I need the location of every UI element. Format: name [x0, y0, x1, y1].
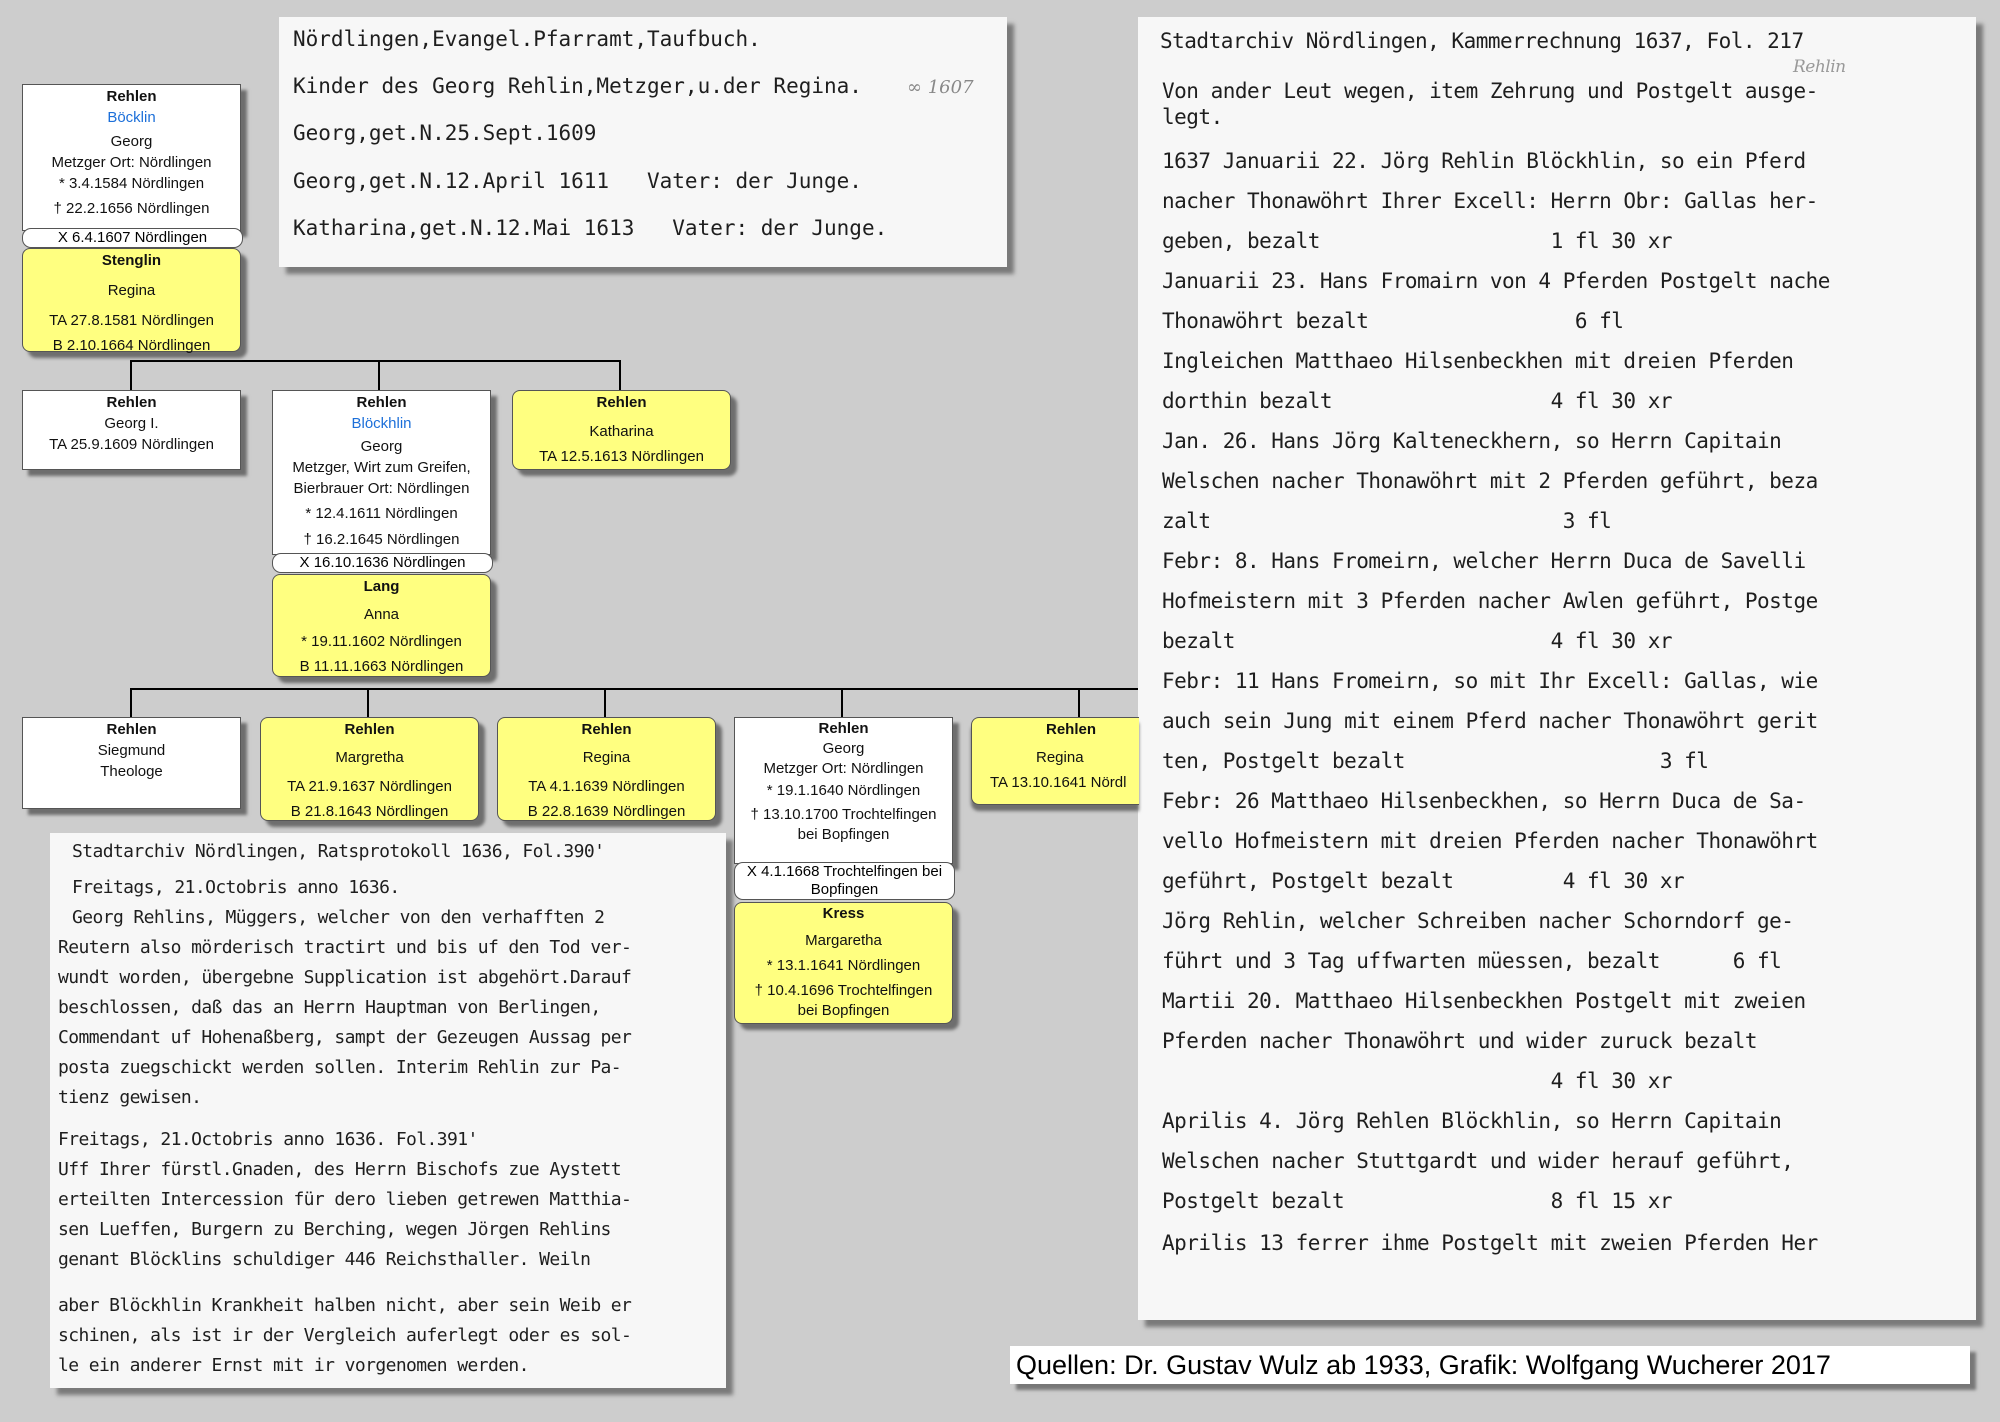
person-georg-rehlen-senior[interactable] [22, 84, 241, 231]
person-surname: Kress [822, 905, 865, 922]
doc-line: le ein anderer Ernst mit ir vorgenomen werden. [58, 1355, 529, 1376]
person-line: * 12.4.1611 Nördlingen [305, 505, 458, 522]
doc-line: auch sein Jung mit einem Pferd nacher Thonawöhrt gerit [1162, 709, 1818, 733]
doc-line: Jan. 26. Hans Jörg Kalteneckhern, so Herrn Capitain [1162, 429, 1782, 453]
person-line: bei Bopfingen [797, 1002, 890, 1019]
person-katharina[interactable] [512, 390, 731, 470]
person-surname: Rehlen [356, 394, 407, 411]
person-georg-1640[interactable] [734, 717, 953, 864]
doc-line: Kinder des Georg Rehlin,Metzger,u.der Regina. [293, 74, 862, 98]
person-line: Theologe [100, 763, 163, 780]
person-anna-lang[interactable] [272, 574, 491, 677]
person-line: † 16.2.1645 Nördlingen [303, 531, 460, 548]
person-line: TA 4.1.1639 Nördlingen [528, 778, 685, 795]
doc-line: Welschen nacher Thonawöhrt mit 2 Pferden geführt, beza [1162, 469, 1818, 493]
person-line: † 10.4.1696 Trochtelfingen [754, 982, 933, 999]
person-line: Georg I. [104, 415, 159, 432]
doc-line: Freitags, 21.Octobris anno 1636. Fol.391' [58, 1129, 478, 1150]
doc-line: Von ander Leut wegen, item Zehrung und Postgelt ausge- [1162, 79, 1818, 103]
doc-line: zalt 3 fl [1162, 509, 1612, 533]
person-line: TA 13.10.1641 Nördl [990, 774, 1127, 791]
person-regina-1641[interactable] [971, 717, 1139, 805]
person-line: TA 25.9.1609 Nördlingen [49, 436, 214, 453]
person-line: Margaretha [805, 932, 882, 949]
marriage-line: Bopfingen [810, 881, 879, 898]
person-line: TA 12.5.1613 Nördlingen [539, 448, 704, 465]
doc-line: geben, bezalt 1 fl 30 xr [1162, 229, 1673, 253]
person-surname: Rehlen [106, 394, 157, 411]
marriage-line: X 4.1.1668 Trochtelfingen bei [746, 863, 943, 880]
person-line: Katharina [589, 423, 654, 440]
person-line: Margretha [335, 749, 404, 766]
doc-line: Welschen nacher Stuttgardt und wider herauf geführt, [1162, 1149, 1794, 1173]
marriage-label: X 16.10.1636 Nördlingen [272, 553, 493, 573]
marriage-label [734, 862, 955, 900]
doc-line: sen Lueffen, Burgern zu Berching, wegen Jörgen Rehlins [58, 1219, 611, 1240]
person-surname: Lang [363, 578, 400, 595]
person-surname: Rehlen [1046, 721, 1097, 738]
doc-line: Georg Rehlins, Müggers, welcher von den verhafften 2 [72, 907, 605, 928]
doc-kammerrechnung [1138, 17, 1976, 1320]
doc-line: genant Blöcklins schuldiger 446 Reichsthaller. Weiln [58, 1249, 591, 1270]
person-surname: Rehlen [344, 721, 395, 738]
doc-line: beschlossen, daß das an Herrn Hauptman von Berlingen, [58, 997, 601, 1018]
doc-line: 1637 Januarii 22. Jörg Rehlin Blöckhlin, so ein Pferd [1162, 149, 1806, 173]
source-credit: Quellen: Dr. Gustav Wulz ab 1933, Grafik: Wolfgang Wucherer 2017 [1010, 1346, 1970, 1384]
person-line: Georg [110, 133, 153, 150]
person-line: Regina [1036, 749, 1084, 766]
doc-line: vello Hofmeistern mit dreien Pferden nacher Thonawöhrt [1162, 829, 1818, 853]
person-surname: Rehlen [818, 720, 869, 737]
doc-line: Georg,get.N.12.April 1611 Vater: der Junge. [293, 169, 862, 193]
person-line: * 13.1.1641 Nördlingen [766, 957, 921, 974]
doc-line: Nördlingen,Evangel.Pfarramt,Taufbuch. [293, 27, 761, 51]
doc-line: Postgelt bezalt 8 fl 15 xr [1162, 1189, 1673, 1213]
doc-line: Martii 20. Matthaeo Hilsenbeckhen Postgelt mit zweien [1162, 989, 1806, 1013]
person-line: Siegmund [97, 742, 166, 759]
doc-annotation: Rehlin [1793, 57, 1846, 77]
doc-line: Febr: 8. Hans Fromeirn, welcher Herrn Duca de Savelli [1162, 549, 1806, 573]
person-georg-rehlen-junior[interactable] [272, 390, 491, 555]
doc-taufbuch [279, 17, 1007, 267]
doc-line: Freitags, 21.Octobris anno 1636. [72, 877, 400, 898]
person-margaretha-kress[interactable] [734, 902, 953, 1024]
person-line: * 3.4.1584 Nördlingen [58, 175, 205, 192]
person-line: B 22.8.1639 Nördlingen [527, 803, 686, 820]
doc-line: erteilten Intercession für dero lieben getrewen Matthia- [58, 1189, 632, 1210]
person-line: Metzger Ort: Nördlingen [763, 760, 924, 777]
person-line: * 19.11.1602 Nördlingen [301, 633, 462, 650]
person-surname: Stenglin [101, 252, 162, 269]
doc-line: Aprilis 13 ferrer ihme Postgelt mit zweien Pferden Her [1162, 1231, 1818, 1255]
doc-line: Jörg Rehlin, welcher Schreiben nacher Schorndorf ge- [1162, 909, 1794, 933]
doc-line: bezalt 4 fl 30 xr [1162, 629, 1673, 653]
doc-line: Thonawöhrt bezalt 6 fl [1162, 309, 1624, 333]
doc-line: Uff Ihrer fürstl.Gnaden, des Herrn Bischofs zue Aystett [58, 1159, 622, 1180]
doc-line: 4 fl 30 xr [1162, 1069, 1673, 1093]
doc-line: Commendant uf Hohenaßberg, sampt der Gezeugen Aussag per [58, 1027, 632, 1048]
doc-line: Aprilis 4. Jörg Rehlen Blöckhlin, so Herrn Capitain [1162, 1109, 1782, 1133]
doc-line: Georg,get.N.25.Sept.1609 [293, 121, 597, 145]
doc-line: aber Blöckhlin Krankheit halben nicht, aber sein Weib er [58, 1295, 632, 1316]
person-regina-1639[interactable] [497, 717, 716, 821]
marriage-label: X 6.4.1607 Nördlingen [22, 228, 243, 248]
doc-line: Ingleichen Matthaeo Hilsenbeckhen mit dreien Pferden [1162, 349, 1794, 373]
doc-ratsprotokoll [50, 833, 726, 1388]
person-surname: Rehlen [581, 721, 632, 738]
person-line: * 19.1.1640 Nördlingen [766, 782, 921, 799]
doc-line: Reutern also mörderisch tractirt und bis uf den Tod ver- [58, 937, 632, 958]
person-line: B 11.11.1663 Nördlingen [299, 658, 464, 675]
person-georg-i[interactable] [22, 390, 241, 470]
doc-line: Pferden nacher Thonawöhrt und wider zuruck bezalt [1162, 1029, 1758, 1053]
person-line: Regina [107, 282, 156, 299]
doc-line: Hofmeistern mit 3 Pferden nacher Awlen geführt, Postge [1162, 589, 1818, 613]
person-line: TA 21.9.1637 Nördlingen [287, 778, 452, 795]
person-line: Anna [363, 606, 400, 623]
doc-line: Stadtarchiv Nördlingen, Kammerrechnung 1637, Fol. 217 [1160, 29, 1804, 53]
person-line: bei Bopfingen [797, 826, 890, 843]
doc-line: wundt worden, übergebne Supplication ist abgehört.Darauf [58, 967, 632, 988]
doc-line: legt. [1162, 105, 1223, 129]
person-surname: Rehlen [106, 88, 157, 105]
person-alias: Blöckhlin [351, 415, 412, 432]
doc-line: Febr: 26 Matthaeo Hilsenbeckhen, so Herrn Duca de Sa- [1162, 789, 1806, 813]
doc-line: nacher Thonawöhrt Ihrer Excell: Herrn Obr: Gallas her- [1162, 189, 1818, 213]
person-surname: Rehlen [596, 394, 647, 411]
doc-annotation: ∞ 1607 [907, 77, 974, 98]
person-line: Metzger Ort: Nördlingen [51, 154, 212, 171]
person-line: B 2.10.1664 Nördlingen [52, 337, 211, 354]
doc-line: schinen, als ist ir der Vergleich auferlegt oder es sol- [58, 1325, 632, 1346]
person-surname: Rehlen [106, 721, 157, 738]
person-line: TA 27.8.1581 Nördlingen [49, 312, 214, 329]
person-line: Bierbrauer Ort: Nördlingen [293, 480, 470, 497]
doc-line: tienz gewisen. [58, 1087, 202, 1108]
person-line: Regina [582, 749, 631, 766]
doc-line: posta zuegschickt werden sollen. Interim Rehlin zur Pa- [58, 1057, 622, 1078]
person-line: † 22.2.1656 Nördlingen [53, 200, 210, 217]
doc-line: Katharina,get.N.12.Mai 1613 Vater: der Junge. [293, 216, 888, 240]
doc-line: Januarii 23. Hans Fromairn von 4 Pferden Postgelt nache [1162, 269, 1830, 293]
person-line: Georg [822, 740, 865, 757]
person-alias: Böcklin [107, 109, 156, 126]
doc-line: Febr: 11 Hans Fromeirn, so mit Ihr Excell: Gallas, wie [1162, 669, 1818, 693]
doc-line: führt und 3 Tag uffwarten müessen, bezalt 6 fl [1162, 949, 1782, 973]
person-line: B 21.8.1643 Nördlingen [290, 803, 449, 820]
person-line: Georg [360, 438, 403, 455]
person-line: Metzger, Wirt zum Greifen, [292, 459, 471, 476]
doc-line: dorthin bezalt 4 fl 30 xr [1162, 389, 1673, 413]
person-siegmund[interactable] [22, 717, 241, 809]
doc-line: Stadtarchiv Nördlingen, Ratsprotokoll 1636, Fol.390' [72, 841, 605, 862]
person-margretha[interactable] [260, 717, 479, 821]
doc-line: geführt, Postgelt bezalt 4 fl 30 xr [1162, 869, 1685, 893]
person-regina-stenglin[interactable] [22, 248, 241, 352]
person-line: † 13.10.1700 Trochtelfingen [750, 806, 937, 823]
doc-line: ten, Postgelt bezalt 3 fl [1162, 749, 1709, 773]
